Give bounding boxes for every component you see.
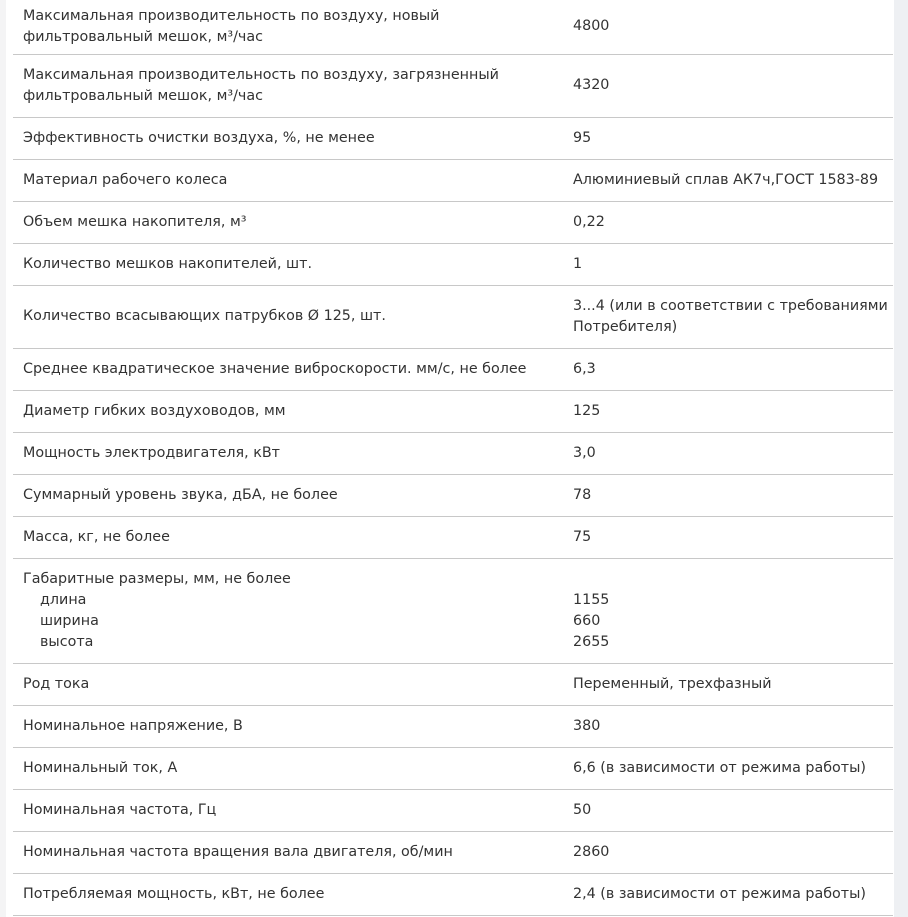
spec-value: 75 <box>563 516 893 558</box>
table-row <box>13 243 893 285</box>
table-row <box>13 390 893 432</box>
table-row <box>13 663 893 705</box>
spec-label <box>13 558 563 663</box>
table-row <box>13 285 893 348</box>
dimension-width-label: ширина <box>40 612 99 629</box>
table-row <box>13 789 893 831</box>
dimensions-heading: Габаритные размеры, мм, не более <box>23 570 291 587</box>
scrollbar-track[interactable] <box>894 0 908 917</box>
spec-value: Переменный, трехфазный <box>563 663 893 705</box>
spec-label: Номинальное напряжение, В <box>13 705 563 747</box>
dimension-height-value: 2655 <box>573 633 610 650</box>
table-row <box>13 201 893 243</box>
spec-value: 1 <box>563 243 893 285</box>
spec-value: 6,6 (в зависимости от режима работы) <box>563 747 893 789</box>
table-row-dimensions <box>13 558 893 663</box>
spec-label: Номинальная частота вращения вала двигателя, об/мин <box>13 831 563 873</box>
table-row <box>13 0 893 54</box>
spec-label: Максимальная производительность по воздуху, загрязненный фильтровальный мешок, м³/час <box>13 54 563 117</box>
spec-label: Максимальная производительность по воздуху, новый фильтровальный мешок, м³/час <box>13 0 563 54</box>
table-row <box>13 159 893 201</box>
spec-label: Мощность электродвигателя, кВт <box>13 432 563 474</box>
spec-value: 50 <box>563 789 893 831</box>
spec-label: Потребляемая мощность, кВт, не более <box>13 873 563 915</box>
dimension-width-value: 660 <box>573 612 601 629</box>
page-left-margin <box>0 0 6 917</box>
spec-label: Материал рабочего колеса <box>13 159 563 201</box>
table-row <box>13 474 893 516</box>
table-row <box>13 54 893 117</box>
spec-label: Масса, кг, не более <box>13 516 563 558</box>
spec-label: Среднее квадратическое значение виброскорости. мм/с, не более <box>13 348 563 390</box>
spec-label: Род тока <box>13 663 563 705</box>
spec-value: 0,22 <box>563 201 893 243</box>
spec-label: Эффективность очистки воздуха, %, не менее <box>13 117 563 159</box>
table-row <box>13 873 893 915</box>
spec-label: Объем мешка накопителя, м³ <box>13 201 563 243</box>
spec-value: 2860 <box>563 831 893 873</box>
spec-value: Алюминиевый сплав АК7ч,ГОСТ 1583-89 <box>563 159 893 201</box>
spec-value: 6,3 <box>563 348 893 390</box>
table-row <box>13 831 893 873</box>
table-row <box>13 705 893 747</box>
spec-value: 4320 <box>563 54 893 117</box>
spec-value: 78 <box>563 474 893 516</box>
spec-label: Суммарный уровень звука, дБА, не более <box>13 474 563 516</box>
dimension-height-label: высота <box>40 633 94 650</box>
table-row <box>13 747 893 789</box>
specifications-table <box>13 0 893 916</box>
spec-label: Диаметр гибких воздуховодов, мм <box>13 390 563 432</box>
spec-value: 3,0 <box>563 432 893 474</box>
spec-value: 125 <box>563 390 893 432</box>
spec-value <box>563 558 893 663</box>
dimension-length-label: длина <box>40 591 87 608</box>
spec-label: Номинальный ток, А <box>13 747 563 789</box>
spec-value: 95 <box>563 117 893 159</box>
spec-value: 3...4 (или в соответствии с требованиями Потребителя) <box>563 285 893 348</box>
spec-value: 4800 <box>563 0 893 54</box>
spec-label: Количество всасывающих патрубков Ø 125, шт. <box>13 285 563 348</box>
table-row <box>13 348 893 390</box>
table-row <box>13 432 893 474</box>
dimension-length-value: 1155 <box>573 591 610 608</box>
spec-label: Номинальная частота, Гц <box>13 789 563 831</box>
spec-label: Количество мешков накопителей, шт. <box>13 243 563 285</box>
spec-value: 2,4 (в зависимости от режима работы) <box>563 873 893 915</box>
table-row <box>13 516 893 558</box>
spec-value: 380 <box>563 705 893 747</box>
table-row <box>13 117 893 159</box>
